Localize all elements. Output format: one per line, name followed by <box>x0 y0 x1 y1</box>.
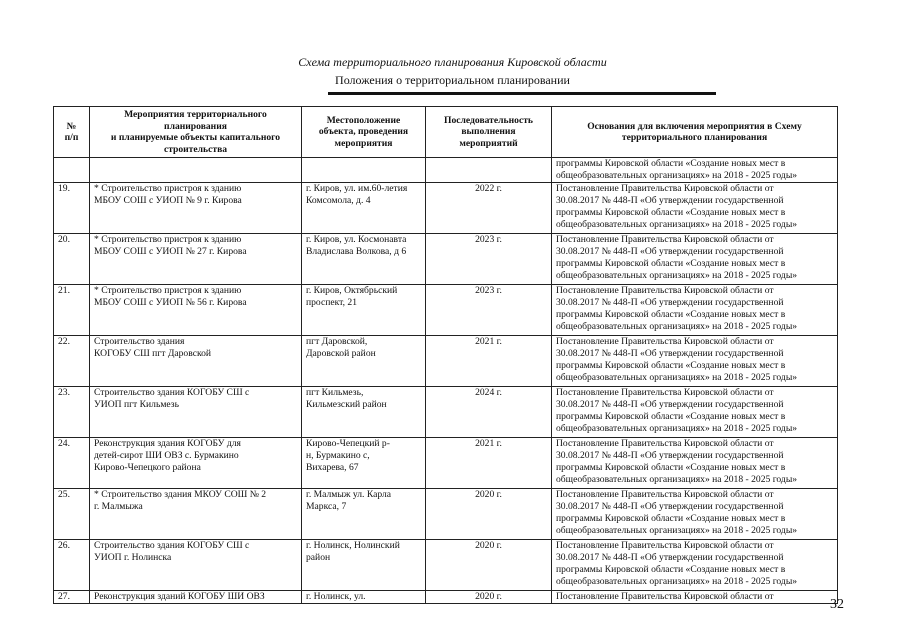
cell-year: 2020 г. <box>426 591 552 604</box>
cell-location: г. Киров, ул. им.60-летия Комсомола, д. 4 <box>302 183 426 234</box>
table-row-continuation <box>54 158 838 183</box>
cell-name: Реконструкция здания КОГОБУ для детей-сирот ШИ ОВЗ с. Бурмакино Кирово-Чепецкого района <box>90 438 302 489</box>
cell-name: Строительство здания КОГОБУ СШ с УИОП г. Нолинска <box>90 540 302 591</box>
cell-year: 2021 г. <box>426 438 552 489</box>
table-row <box>54 285 838 336</box>
table-row <box>54 183 838 234</box>
cell-num: 25. <box>54 489 90 540</box>
cell-basis: программы Кировской области «Создание новых мест в общеобразовательных организациях» на 2018 - 2025 годы» <box>552 158 838 183</box>
column-header-year: Последовательность выполнения мероприятий <box>426 107 552 158</box>
cell-year <box>426 158 552 183</box>
cell-num: 22. <box>54 336 90 387</box>
cell-location: пгт Даровской, Даровской район <box>302 336 426 387</box>
cell-year: 2020 г. <box>426 540 552 591</box>
cell-year: 2024 г. <box>426 387 552 438</box>
column-header-num: № п/п <box>54 107 90 158</box>
document-title: Схема территориального планирования Кировской области <box>298 55 607 69</box>
cell-location: Кирово-Чепецкий р- н, Бурмакино с, Вихарева, 67 <box>302 438 426 489</box>
cell-location: г. Нолинск, Нолинский район <box>302 540 426 591</box>
table-row <box>54 234 838 285</box>
cell-basis: Постановление Правительства Кировской области от 30.08.2017 № 448-П «Об утверждении государственной программы Кировской области «Создание новых мест в общеобразовательных организациях» на 2018 - 2025 годы» <box>552 234 838 285</box>
cell-num: 21. <box>54 285 90 336</box>
column-header-basis: Основания для включения мероприятия в Схему территориального планирования <box>552 107 838 158</box>
cell-basis: Постановление Правительства Кировской области от <box>552 591 838 604</box>
cell-year: 2020 г. <box>426 489 552 540</box>
cell-num: 20. <box>54 234 90 285</box>
cell-location: г. Киров, Октябрьский проспект, 21 <box>302 285 426 336</box>
cell-name: Строительство здания КОГОБУ СШ пгт Даровской <box>90 336 302 387</box>
cell-basis: Постановление Правительства Кировской области от 30.08.2017 № 448-П «Об утверждении государственной программы Кировской области «Создание новых мест в общеобразовательных организациях» на 2018 - 2025 годы» <box>552 438 838 489</box>
cell-num: 24. <box>54 438 90 489</box>
cell-location: пгт Кильмезь, Кильмезский район <box>302 387 426 438</box>
cell-basis: Постановление Правительства Кировской области от 30.08.2017 № 448-П «Об утверждении государственной программы Кировской области «Создание новых мест в общеобразовательных организациях» на 2018 - 2025 годы» <box>552 285 838 336</box>
cell-num: 23. <box>54 387 90 438</box>
cell-year: 2023 г. <box>426 234 552 285</box>
header-rule <box>328 92 716 95</box>
cell-name: * Строительство здания МКОУ СОШ № 2 г. Малмыжа <box>90 489 302 540</box>
cell-basis: Постановление Правительства Кировской области от 30.08.2017 № 448-П «Об утверждении государственной программы Кировской области «Создание новых мест в общеобразовательных организациях» на 2018 - 2025 годы» <box>552 387 838 438</box>
cell-num: 19. <box>54 183 90 234</box>
table-row <box>54 489 838 540</box>
cell-location: г. Малмыж ул. Карла Маркса, 7 <box>302 489 426 540</box>
cell-num: 27. <box>54 591 90 604</box>
table-header-row <box>54 107 838 158</box>
cell-name: * Строительство пристроя к зданию МБОУ СОШ с УИОП № 56 г. Кирова <box>90 285 302 336</box>
cell-location <box>302 158 426 183</box>
cell-basis: Постановление Правительства Кировской области от 30.08.2017 № 448-П «Об утверждении государственной программы Кировской области «Создание новых мест в общеобразовательных организациях» на 2018 - 2025 годы» <box>552 489 838 540</box>
cell-year: 2023 г. <box>426 285 552 336</box>
table-row <box>54 387 838 438</box>
cell-basis: Постановление Правительства Кировской области от 30.08.2017 № 448-П «Об утверждении государственной программы Кировской области «Создание новых мест в общеобразовательных организациях» на 2018 - 2025 годы» <box>552 336 838 387</box>
cell-name: Строительство здания КОГОБУ СШ с УИОП пгт Кильмезь <box>90 387 302 438</box>
table-body <box>54 158 838 604</box>
table-row <box>54 336 838 387</box>
table-row <box>54 438 838 489</box>
table-row <box>54 540 838 591</box>
cell-location: г. Нолинск, ул. <box>302 591 426 604</box>
cell-year: 2022 г. <box>426 183 552 234</box>
cell-year: 2021 г. <box>426 336 552 387</box>
column-header-name: Мероприятия территориального планирования и планируемые объекты капитального строительства <box>90 107 302 158</box>
page-number: 32 <box>830 597 844 612</box>
document-subtitle: Положения о территориальном планировании <box>335 73 570 87</box>
cell-basis: Постановление Правительства Кировской области от 30.08.2017 № 448-П «Об утверждении государственной программы Кировской области «Создание новых мест в общеобразовательных организациях» на 2018 - 2025 годы» <box>552 540 838 591</box>
cell-name <box>90 158 302 183</box>
cell-num <box>54 158 90 183</box>
cell-name: * Строительство пристроя к зданию МБОУ СОШ с УИОП № 27 г. Кирова <box>90 234 302 285</box>
cell-name: Реконструкция зданий КОГОБУ ШИ ОВЗ <box>90 591 302 604</box>
column-header-location: Местоположение объекта, проведения мероприятия <box>302 107 426 158</box>
cell-num: 26. <box>54 540 90 591</box>
table-row <box>54 591 838 604</box>
cell-basis: Постановление Правительства Кировской области от 30.08.2017 № 448-П «Об утверждении государственной программы Кировской области «Создание новых мест в общеобразовательных организациях» на 2018 - 2025 годы» <box>552 183 838 234</box>
cell-location: г. Киров, ул. Космонавта Владислава Волкова, д 6 <box>302 234 426 285</box>
cell-name: * Строительство пристроя к зданию МБОУ СОШ с УИОП № 9 г. Кирова <box>90 183 302 234</box>
planning-table <box>53 106 838 604</box>
